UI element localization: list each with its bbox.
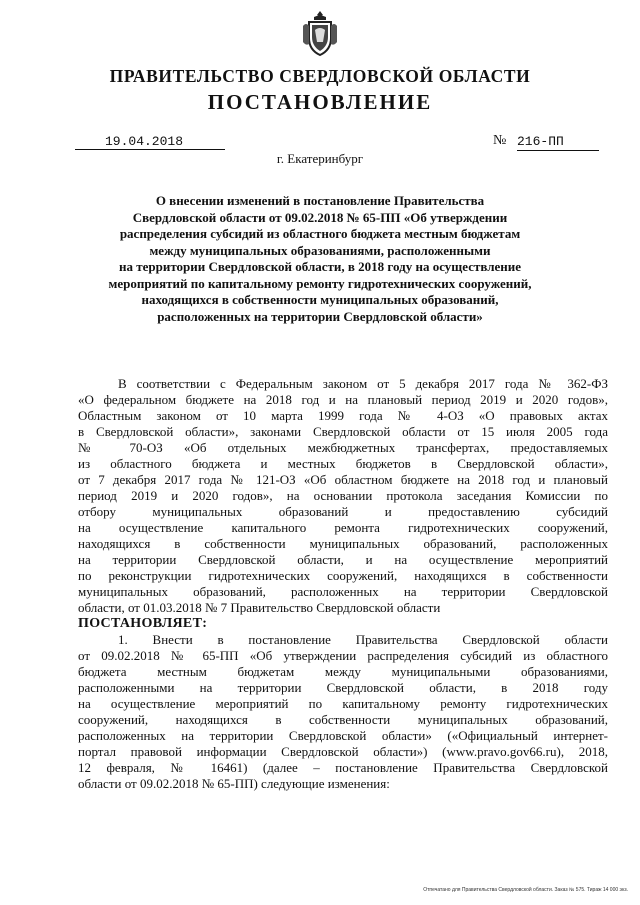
item-line: расположенными на территории Свердловской области, в 2018 году — [78, 680, 608, 695]
item-line: на осуществление мероприятий по капитальному ремонту гидротехнических — [78, 696, 608, 711]
city: г. Екатеринбург — [276, 151, 364, 166]
preamble-line: «О федеральном бюджете на 2018 год и на плановый период 2019 и 2020 годов», — [78, 392, 608, 407]
title-line: распределения субсидий из областного бюджета местным бюджетам — [119, 226, 521, 241]
document-number: 216-ПП — [517, 134, 599, 151]
title-line: О внесении изменений в постановление Правительства — [155, 193, 485, 208]
item-line: расположенных на территории Свердловской области» («Официальный интернет- — [78, 728, 608, 743]
preamble-line: области, от 01.03.2018 № 7 Правительство Свердловской области — [78, 600, 441, 615]
preamble-line: из областного бюджета и местных бюджетов в Свердловской области», — [78, 456, 608, 471]
preamble-line: отбору муниципальных образований и предоставлению субсидий — [78, 504, 608, 519]
preamble-line: по реконструкции гидротехнических сооружений, находящихся в собственности — [78, 568, 608, 583]
document-date: 19.04.2018 — [75, 134, 225, 150]
title-line: Свердловской области от 09.02.2018 № 65-ПП «Об утверждении — [132, 209, 508, 225]
print-footer-note: Отпечатано для Правительства Свердловской области. Заказ № 575. Тираж 14 000 экз. — [423, 887, 628, 893]
preamble-line: № 70-ОЗ «Об отдельных межбюджетных трансфертах, предоставляемых — [78, 440, 608, 455]
preamble-line: на территории Свердловской области, и на осуществление мероприятий — [78, 552, 608, 567]
preamble-line: период 2019 и 2020 годов», на основании протокола заседания Комиссии по — [78, 488, 608, 503]
coat-of-arms-icon — [301, 8, 339, 58]
operative-verb: ПОСТАНОВЛЯЕТ: — [78, 616, 208, 631]
preamble-line: муниципальных образований, расположенных на территории Свердловской — [78, 584, 608, 599]
preamble-line: в Свердловской области», законами Свердловской области от 15 июля 2005 года — [78, 424, 608, 439]
government-name: ПРАВИТЕЛЬСТВО СВЕРДЛОВСКОЙ ОБЛАСТИ — [109, 66, 531, 86]
preamble-line: В соответствии с Федеральным законом от 5 декабря 2017 года № 362-ФЗ — [118, 376, 608, 391]
title-line: расположенных на территории Свердловской области» — [157, 308, 483, 324]
number-sign: № — [493, 133, 507, 148]
preamble-line: Областным законом от 10 марта 1999 года № 4-ОЗ «О правовых актах — [78, 408, 608, 423]
title-line: на территории Свердловской области, в 2018 году на осуществление — [118, 259, 522, 274]
document-title — [80, 193, 560, 325]
title-line: между муниципальных образованиями, расположенными — [149, 242, 491, 258]
item-line: бюджета местным бюджетам между муниципальными образованиями, — [78, 664, 608, 679]
preamble-line: находящихся в собственности муниципальных образований, расположенных — [78, 536, 608, 551]
item-line: 1. Внести в постановление Правительства Свердловской области — [118, 632, 608, 647]
preamble-line: на осуществление капитального ремонта гидротехнических сооружений, — [78, 520, 608, 535]
item-line: от 09.02.2018 № 65-ПП «Об утверждении распределения субсидий из областного — [78, 648, 608, 663]
preamble-line: от 7 декабря 2017 года № 121-ОЗ «Об областном бюджете на 2018 год и плановый — [78, 472, 608, 487]
title-line: находящихся в собственности муниципальных образований, — [141, 292, 499, 307]
item-line: сооружений, находящихся в собственности муниципальных образований, — [78, 712, 608, 727]
item-line: портал правовой информации Свердловской области») (www.pravo.gov66.ru), 2018, — [78, 744, 608, 759]
document-body — [78, 376, 608, 792]
item-line: области от 09.02.2018 № 65-ПП) следующие изменения: — [78, 776, 390, 791]
title-line: мероприятий по капитальному ремонту гидротехнических сооружений, — [108, 275, 532, 291]
item-line: 12 февраля, № 16461) (далее – постановление Правительства Свердловской — [78, 760, 608, 775]
document-kind: ПОСТАНОВЛЕНИЕ — [207, 90, 433, 114]
